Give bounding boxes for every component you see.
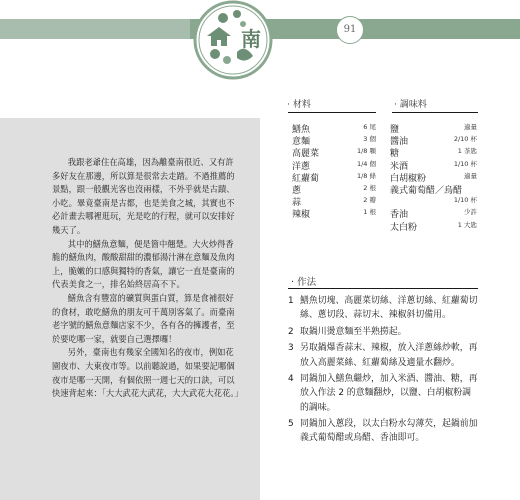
- method-step: [288, 341, 478, 369]
- method-title: · 作法: [291, 277, 317, 288]
- method-steps: [288, 294, 478, 448]
- ingredient-row: 鱔魚 6 尾: [292, 123, 376, 135]
- seasoning-row: 太白粉 1 大匙: [390, 220, 477, 233]
- seasoning-row: 醬油 2/10 杯: [390, 135, 477, 148]
- seasoning-row: 白胡椒粉 適量: [390, 171, 477, 184]
- story-text: [52, 156, 243, 401]
- emblem-character: 南: [241, 27, 261, 51]
- ingredient-row: 紅蘿蔔 1/8 條: [292, 171, 376, 184]
- method-step: [288, 417, 478, 445]
- step-number: 1: [288, 296, 294, 306]
- seasoning-row: 香油 少許: [390, 208, 477, 221]
- step-text: 取鍋川燙意麵至半熟撈起。: [300, 326, 407, 337]
- seasoning-row: 1/10 杯: [453, 196, 477, 205]
- step-number: 5: [288, 419, 294, 430]
- ingredient-row: 蒜 2 瓣: [292, 196, 376, 209]
- method-step: [288, 325, 478, 339]
- seasonings-title: · 調味料: [394, 100, 427, 110]
- seasoning-row: 米酒 1/10 杯: [390, 159, 477, 172]
- header-band-left: [0, 19, 190, 39]
- step-number: 4: [288, 374, 294, 385]
- seasonings-rule: [392, 112, 478, 113]
- ingredient-row: 洋蔥 1/4 個: [292, 159, 376, 172]
- story-paragraph: 另外，臺南也有幾家全國知名的夜市，例如花園夜市、大東夜市等。以前聽說過，如果要記哪個夜市是哪一天開，有個依照一週七天的口訣，可以快速背起來：「大大武花大武花，大大武花大花花。」: [52, 347, 243, 399]
- method-step: [288, 294, 478, 322]
- ingredient-row: 意麵 3 個: [292, 135, 376, 148]
- ingredients-title: · 材料: [287, 100, 311, 110]
- step-number: 3: [288, 343, 294, 354]
- seasoning-row: 義式葡萄醋／烏醋: [390, 185, 463, 196]
- step-text: 同鍋加入蔥段，以太白粉水勾薄芡，起鍋前加義式葡萄醋或烏醋、香油即可。: [300, 419, 478, 444]
- ingredient-row: 辣椒 1 根: [292, 208, 376, 221]
- method-step: [288, 372, 478, 415]
- seasoning-row: 鹽 適量: [390, 123, 477, 135]
- story-paragraph: 我跟老爺住在高雄，因為離臺南很近、又有許多好友在那邊，所以算是很常去走踏。不過推薦的景點，跟一般觀光客也沒兩樣，不外乎就是古蹟、小吃。畢竟臺南是古都，也是美食之城，其實也不必計畫去哪裡逛玩，光是吃的行程，就可以安排好幾天了。: [52, 157, 235, 235]
- step-text: 另取鍋爆香蒜末、辣椒，放入洋蔥絲炒軟，再放入高麗菜絲、紅蘿蔔絲及適量水翻炒。: [300, 343, 478, 368]
- tainan-emblem-icon: [193, 0, 273, 80]
- step-number: 2: [288, 326, 294, 337]
- step-text: 鱔魚切塊、高麗菜切絲、洋蔥切絲、紅蘿蔔切絲、蔥切段、蒜切末、辣椒斜切備用。: [300, 296, 478, 321]
- ingredients-list: [292, 122, 376, 220]
- ingredient-row: 高麗菜 1/8 顆: [292, 147, 376, 160]
- seasoning-row: 糖 1 茶匙: [390, 147, 477, 160]
- page-number: 91: [336, 16, 364, 44]
- story-paragraph: 鱔魚含有豐富的礦質與蛋白質，算是食補很好的食材，敢吃鱔魚的朋友可千萬別客氣了。而臺南老字號的鱔魚意麵店家不少，各有各的擁護者，至於要吃哪一家，就要自己選擇囉！: [52, 292, 235, 344]
- seasonings-list: [390, 122, 477, 232]
- method-rule: [288, 288, 478, 289]
- story-paragraph: 其中的鱔魚意麵，便是箇中翹楚。大火炒得香脆的鱔魚肉，酸酸甜甜的濃郁湯汁淋在意麵及魚肉上，脆嫩的口感與獨特的香氣，讓它一直是臺南的代表美食之一，排名始終居高不下。: [52, 238, 235, 290]
- ingredients-rule: [288, 112, 376, 113]
- ingredient-row: 蔥 2 根: [292, 183, 376, 196]
- step-text: 同鍋加入鱔魚繼炒，加入米酒、醬油、糖，再放入作法 2 的意麵翻炒，以鹽、白胡椒粉調的調味。: [300, 374, 478, 413]
